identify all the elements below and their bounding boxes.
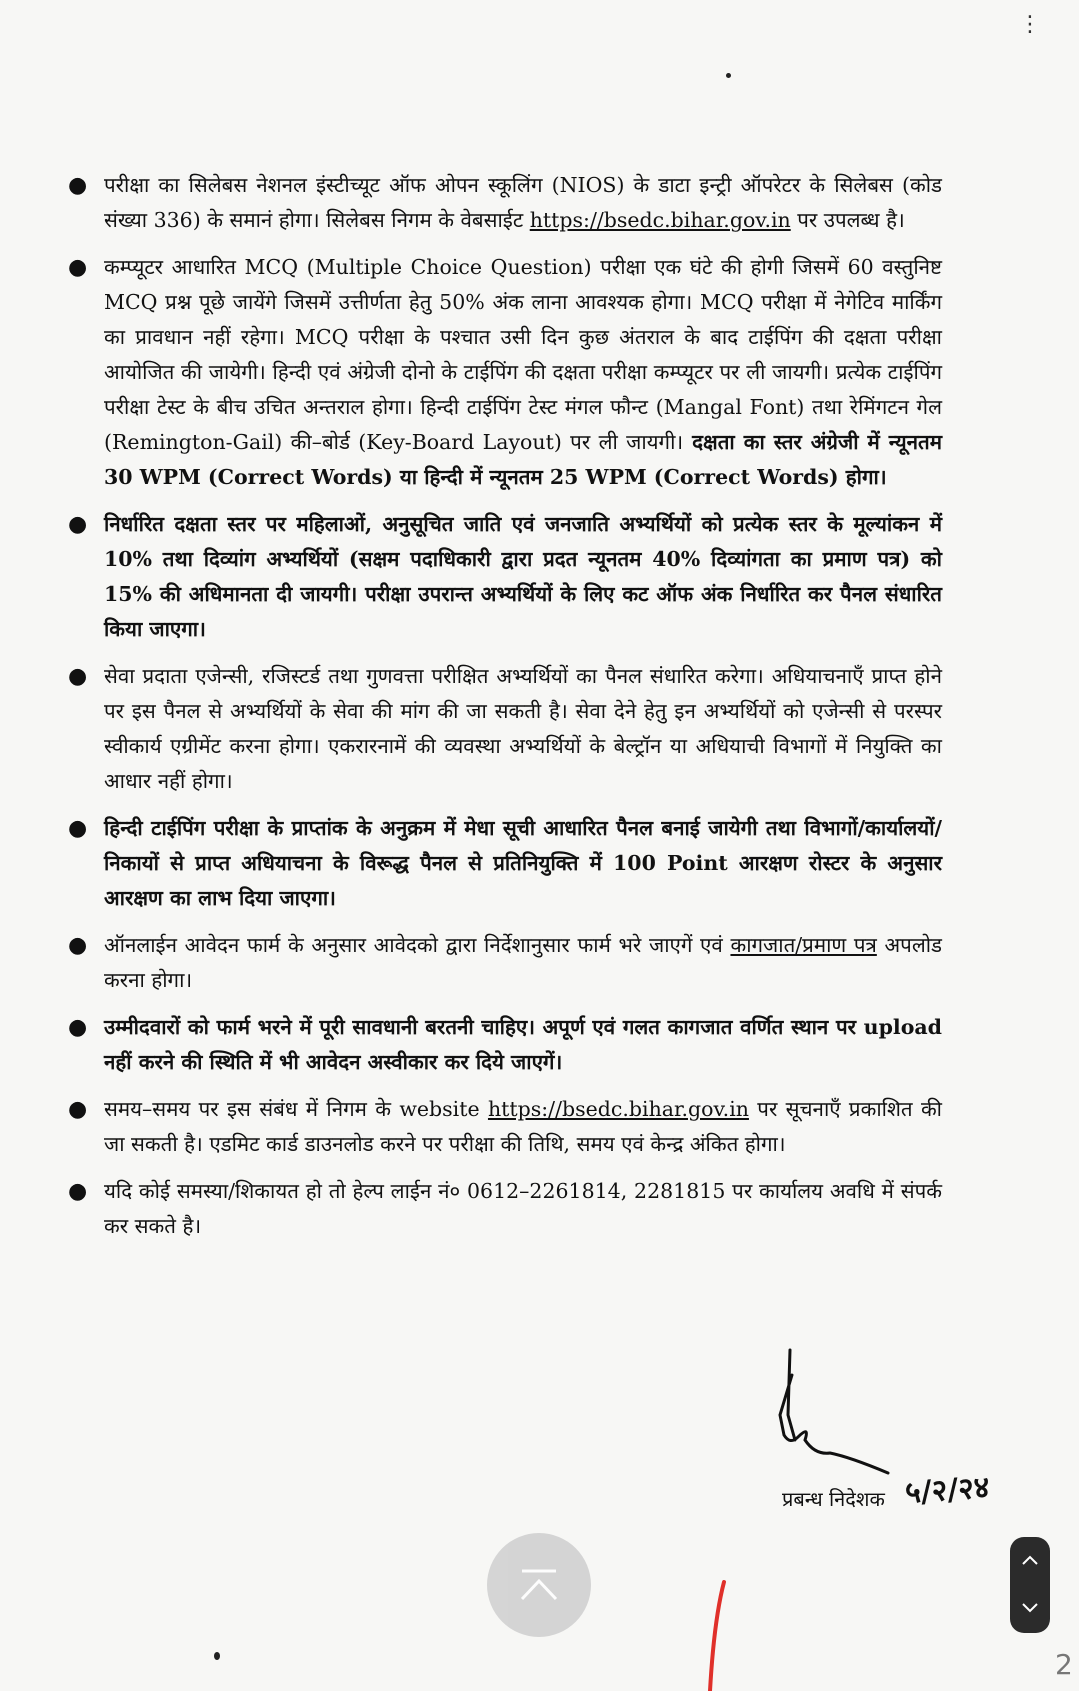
item-text: परीक्षा का सिलेबस नेशनल इंस्टीच्यूट ऑफ ओपन स्कूलिंग (NIOS) के डाटा इन्ट्री ऑपरेटर के सिलेबस (कोड संख्या 336) के समानं होगा। सिलेबस निगम के वेबसाईट bbox=[104, 173, 942, 232]
website-link[interactable]: https://bsedc.bihar.gov.in bbox=[487, 1097, 749, 1121]
item-text: निर्धारित दक्षता स्तर पर महिलाओं, अनुसूचित जाति एवं जनजाति अभ्यर्थियों को प्रत्येक स्तर के मूल्यांकन में 10% तथा दिव्यांग अभ्यर्थियों (सक्षम पदाधिकारी द्वारा प्रदत न्यूनतम 40% दिव्यांगता का प्रमाण पत्र) को 15% की अधिमानता दी जायगी। परीक्षा उपरान्त अभ्यर्थियों के लिए कट ऑफ अंक निर्धारित कर पैनल संधारित किया जाएगा। bbox=[104, 512, 942, 641]
scroll-to-top-button[interactable] bbox=[487, 1533, 591, 1637]
list-item bbox=[62, 928, 942, 998]
bullet-icon: ● bbox=[68, 255, 88, 280]
list-item bbox=[62, 1092, 942, 1162]
bullet-icon: ● bbox=[68, 933, 88, 958]
list-item bbox=[62, 1174, 942, 1244]
chevron-down-icon bbox=[1021, 1602, 1039, 1614]
instruction-list bbox=[62, 168, 942, 1256]
bullet-icon: ● bbox=[68, 1179, 88, 1204]
page-up-button[interactable] bbox=[1010, 1541, 1050, 1581]
list-item bbox=[62, 250, 942, 495]
item-text-bold: दक्षता का स्तर अंग्रेजी में न्यूनतम 30 WPM (Correct Words) या हिन्दी में न्यूनतम 25 WPM (Correct Words) होगा। bbox=[104, 430, 942, 489]
item-text: उम्मीदवारों को फार्म भरने में पूरी सावधानी बरतनी चाहिए। अपूर्ण एवं गलत कागजात वर्णित स्थान पर upload नहीं करने की स्थिति में भी आवेदन अस्वीकार कर दिये जाएगें। bbox=[104, 1015, 942, 1074]
item-text: समय–समय पर इस संबंध में निगम के website bbox=[104, 1097, 488, 1121]
designation-label: प्रबन्ध निदेशक bbox=[782, 1487, 885, 1511]
list-item bbox=[62, 659, 942, 799]
page-down-button[interactable] bbox=[1010, 1589, 1050, 1629]
signature-mark bbox=[770, 1345, 890, 1475]
item-text: ऑनलाईन आवेदन फार्म के अनुसार आवेदको द्वारा निर्देशानुसार फार्म भरे जाएगें एवं bbox=[104, 933, 731, 957]
scan-speck bbox=[726, 73, 731, 78]
page-navigation bbox=[1010, 1537, 1050, 1633]
item-text: पर उपलब्ध है। bbox=[790, 208, 905, 232]
list-item bbox=[62, 507, 942, 647]
red-pen-stroke bbox=[700, 1580, 730, 1691]
bullet-icon: ● bbox=[68, 511, 88, 537]
bullet-icon: ● bbox=[68, 815, 88, 841]
list-item bbox=[62, 168, 942, 238]
item-text-underlined: कागजात/प्रमाण पत्र bbox=[730, 933, 877, 957]
scan-speck bbox=[214, 1652, 220, 1660]
bullet-icon: ● bbox=[68, 1097, 88, 1122]
item-text: पर सूचनाएँ प्रकाशित की जा सकती है। एडमिट कार्ड डाउनलोड करने पर परीक्षा की तिथि, समय एवं केन्द्र अंकित होगा। bbox=[104, 1097, 942, 1156]
list-item bbox=[62, 811, 942, 916]
item-text: हिन्दी टाईपिंग परीक्षा के प्राप्तांक के अनुक्रम में मेधा सूची आधारित पैनल बनाई जायेगी तथा विभागों/कार्यालयों/निकायों से प्राप्त अधियाचना के विरूद्ध पैनल से प्रतिनियुक्ति में 100 Point आरक्षण रोस्टर के अनुसार आरक्षण का लाभ दिया जाएगा। bbox=[104, 816, 942, 910]
item-text: सेवा प्रदाता एजेन्सी, रजिस्टर्ड तथा गुणवत्ता परीक्षित अभ्यर्थियों का पैनल संधारित करेगा। अधियाचनाएँ प्राप्त होने पर इस पैनल से अभ्यर्थियों के सेवा की मांग की जा सकती है। सेवा देने हेतु इन अभ्यर्थियों को एजेन्सी से परस्पर स्वीकार्य एग्रीमेंट करना होगा। एकरारनामें की व्यवस्था अभ्यर्थियों के बेल्ट्रॉन या अधियाची विभागों में नियुक्ति का आधार नहीं होगा। bbox=[104, 664, 942, 793]
chevron-up-icon bbox=[514, 1565, 564, 1605]
item-text: यदि कोई समस्या/शिकायत हो तो हेल्प लाईन नं० 0612–2261814, 2281815 पर कार्यालय अवधि में संपर्क कर सकते है। bbox=[104, 1179, 942, 1238]
signature-date: ५/२/२४ bbox=[904, 1470, 991, 1511]
item-text: कम्प्यूटर आधारित MCQ (Multiple Choice Question) परीक्षा एक घंटे की होगी जिसमें 60 वस्तुनिष्ट MCQ प्रश्न पूछे जायेंगे जिसमें उत्तीर्णता हेतु 50% अंक लाना आवश्यक होगा। MCQ परीक्षा में नेगेटिव मार्किंग का प्रावधान नहीं रहेगा। MCQ परीक्षा के पश्चात उसी दिन कुछ अंतराल के बाद टाईपिंग की दक्षता परीक्षा आयोजित की जायेगी। हिन्दी एवं अंग्रेजी दोनो के टाईपिंग की दक्षता परीक्षा कम्प्यूटर पर ली जायगी। प्रत्येक टाईपिंग परीक्षा टेस्ट के बीच उचित अन्तराल होगा। हिन्दी टाईपिंग टेस्ट मंगल फौन्ट (Mangal Font) तथा रेमिंगटन गेल (Remington-Gail) की–बोर्ड (Key-Board Layout) पर ली जायगी। bbox=[104, 255, 942, 454]
bullet-icon: ● bbox=[68, 1014, 88, 1040]
list-item bbox=[62, 1010, 942, 1080]
bullet-icon: ● bbox=[68, 664, 88, 689]
page-number: 2 bbox=[1055, 1648, 1073, 1681]
more-vertical-icon[interactable]: ⋮ bbox=[1019, 12, 1041, 37]
chevron-up-icon bbox=[1021, 1554, 1039, 1566]
website-link[interactable]: https://bsedc.bihar.gov.in bbox=[529, 208, 791, 232]
bullet-icon: ● bbox=[68, 173, 88, 198]
item-text: अपलोड करना होगा। bbox=[104, 933, 942, 992]
